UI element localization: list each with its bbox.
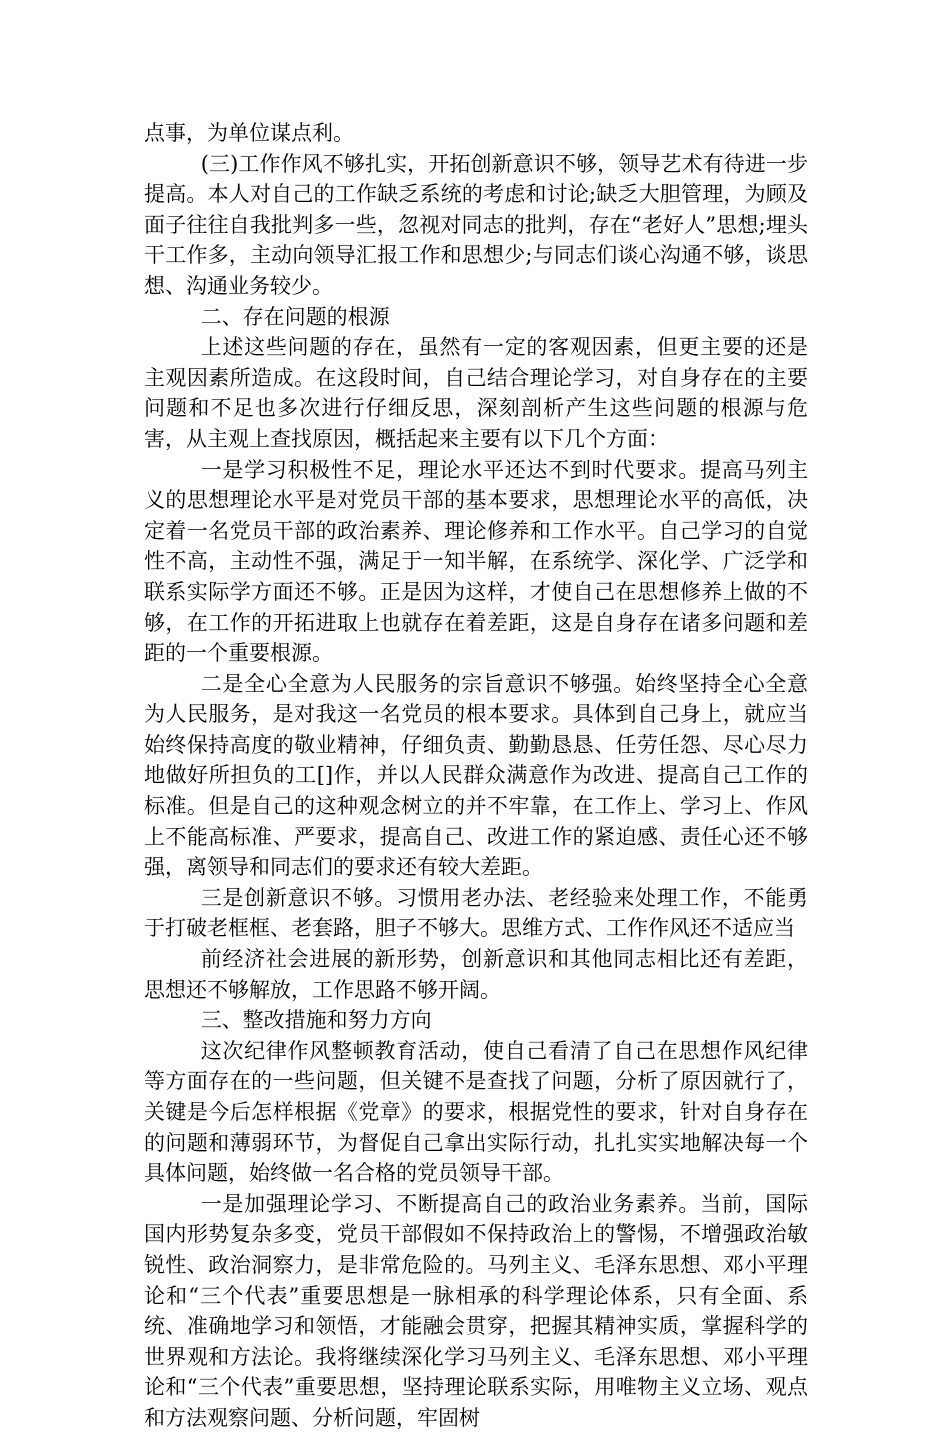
section-heading-rectification: 三、整改措施和努力方向 xyxy=(200,1008,432,1033)
paragraph-cause-two-service: 二是全心全意为人民服务的宗旨意识不够强。始终坚持全心全意为人民服务，是对我这一名党员的根本要求。具体到自己身上，就应当始终保持高度的敬业精神，仔细负责、勤勤恳恳、任劳任怨、尽心尽力地做好所担负的工[]作，并以人民群众满意作为改进、提高自己工作的标准。但是自己的这种观念树立的并不牢靠，在工作上、学习上、作风上不能高标准、严要求，提高自己、改进工作的紧迫感、责任心还不够强，离领导和同志们的要求还有较大差距。 xyxy=(144,671,808,880)
paragraph-measure-one-theory: 一是加强理论学习、不断提高自己的政治业务素养。当前，国际国内形势复杂多变，党员干部假如不保持政治上的警惕，不增强政治敏锐性、政治洞察力，是非常危险的。马列主义、毛泽东思想、邓小平理论和“三个代表”重要思想是一脉相承的科学理论体系，只有全面、系统、准确地学习和领悟，才能融会贯穿，把握其精神实质，掌握科学的世界观和方法论。我将继续深化学习马列主义、毛泽东思想、邓小平理论和“三个代表”重要思想，坚持理论联系实际，用唯物主义立场、观点和方法观察问题、分析问题，牢固树 xyxy=(144,1191,808,1430)
paragraph-root-causes-intro: 上述这些问题的存在，虽然有一定的客观因素，但更主要的还是主观因素所造成。在这段时间，自己结合理论学习，对自身存在的主要问题和不足也多次进行仔细反思，深刻剖析产生这些问题的根源与危害，从主观上查找原因，概括起来主要有以下几个方面： xyxy=(144,335,808,451)
paragraph-cause-three-continued: 前经济社会进展的新形势，创新意识和其他同志相比还有差距，思想还不够解放，工作思路不够开阔。 xyxy=(144,947,808,1002)
document-body xyxy=(144,118,808,1434)
paragraph-cause-three-innovation: 三是创新意识不够。习惯用老办法、老经验来处理工作，不能勇于打破老框框、老套路，胆子不够大。思维方式、工作作风还不适应当 xyxy=(144,885,808,941)
paragraph-rectification-intro: 这次纪律作风整顿教育活动，使自己看清了自己在思想作风纪律等方面存在的一些问题，但关键不是查找了问题，分析了原因就行了，关键是今后怎样根据《党章》的要求，根据党性的要求，针对自身存在的问题和薄弱环节，为督促自己拿出实际行动，扎扎实实地解决每一个具体问题，始终做一名合格的党员领导干部。 xyxy=(144,1038,808,1186)
paragraph-cause-one-learning: 一是学习积极性不足，理论水平还达不到时代要求。提高马列主义的思想理论水平是对党员干部的基本要求，思想理论水平的高低，决定着一名党员干部的政治素养、理论修养和工作水平。自己学习的自觉性不高，主动性不强，满足于一知半解，在系统学、深化学、广泛学和联系实际学方面还不够。正是因为这样，才使自己在思想修养上做的不够，在工作的开拓进取上也就存在着差距，这是自身存在诸多问题和差距的一个重要根源。 xyxy=(144,457,808,666)
paragraph-continuation: 点事，为单位谋点利。 xyxy=(144,121,354,145)
paragraph-work-style-issues: (三)工作作风不够扎实，开拓创新意识不够，领导艺术有待进一步提高。本人对自己的工作缺乏系统的考虑和讨论;缺乏大胆管理，为顾及面子往往自我批判多一些，忽视对同志的批判，存在“老好人”思想;埋头干工作多，主动向领导汇报工作和思想少;与同志们谈心沟通不够，谈思想、沟通业务较少。 xyxy=(144,151,808,298)
section-heading-root-causes: 二、存在问题的根源 xyxy=(200,304,390,329)
